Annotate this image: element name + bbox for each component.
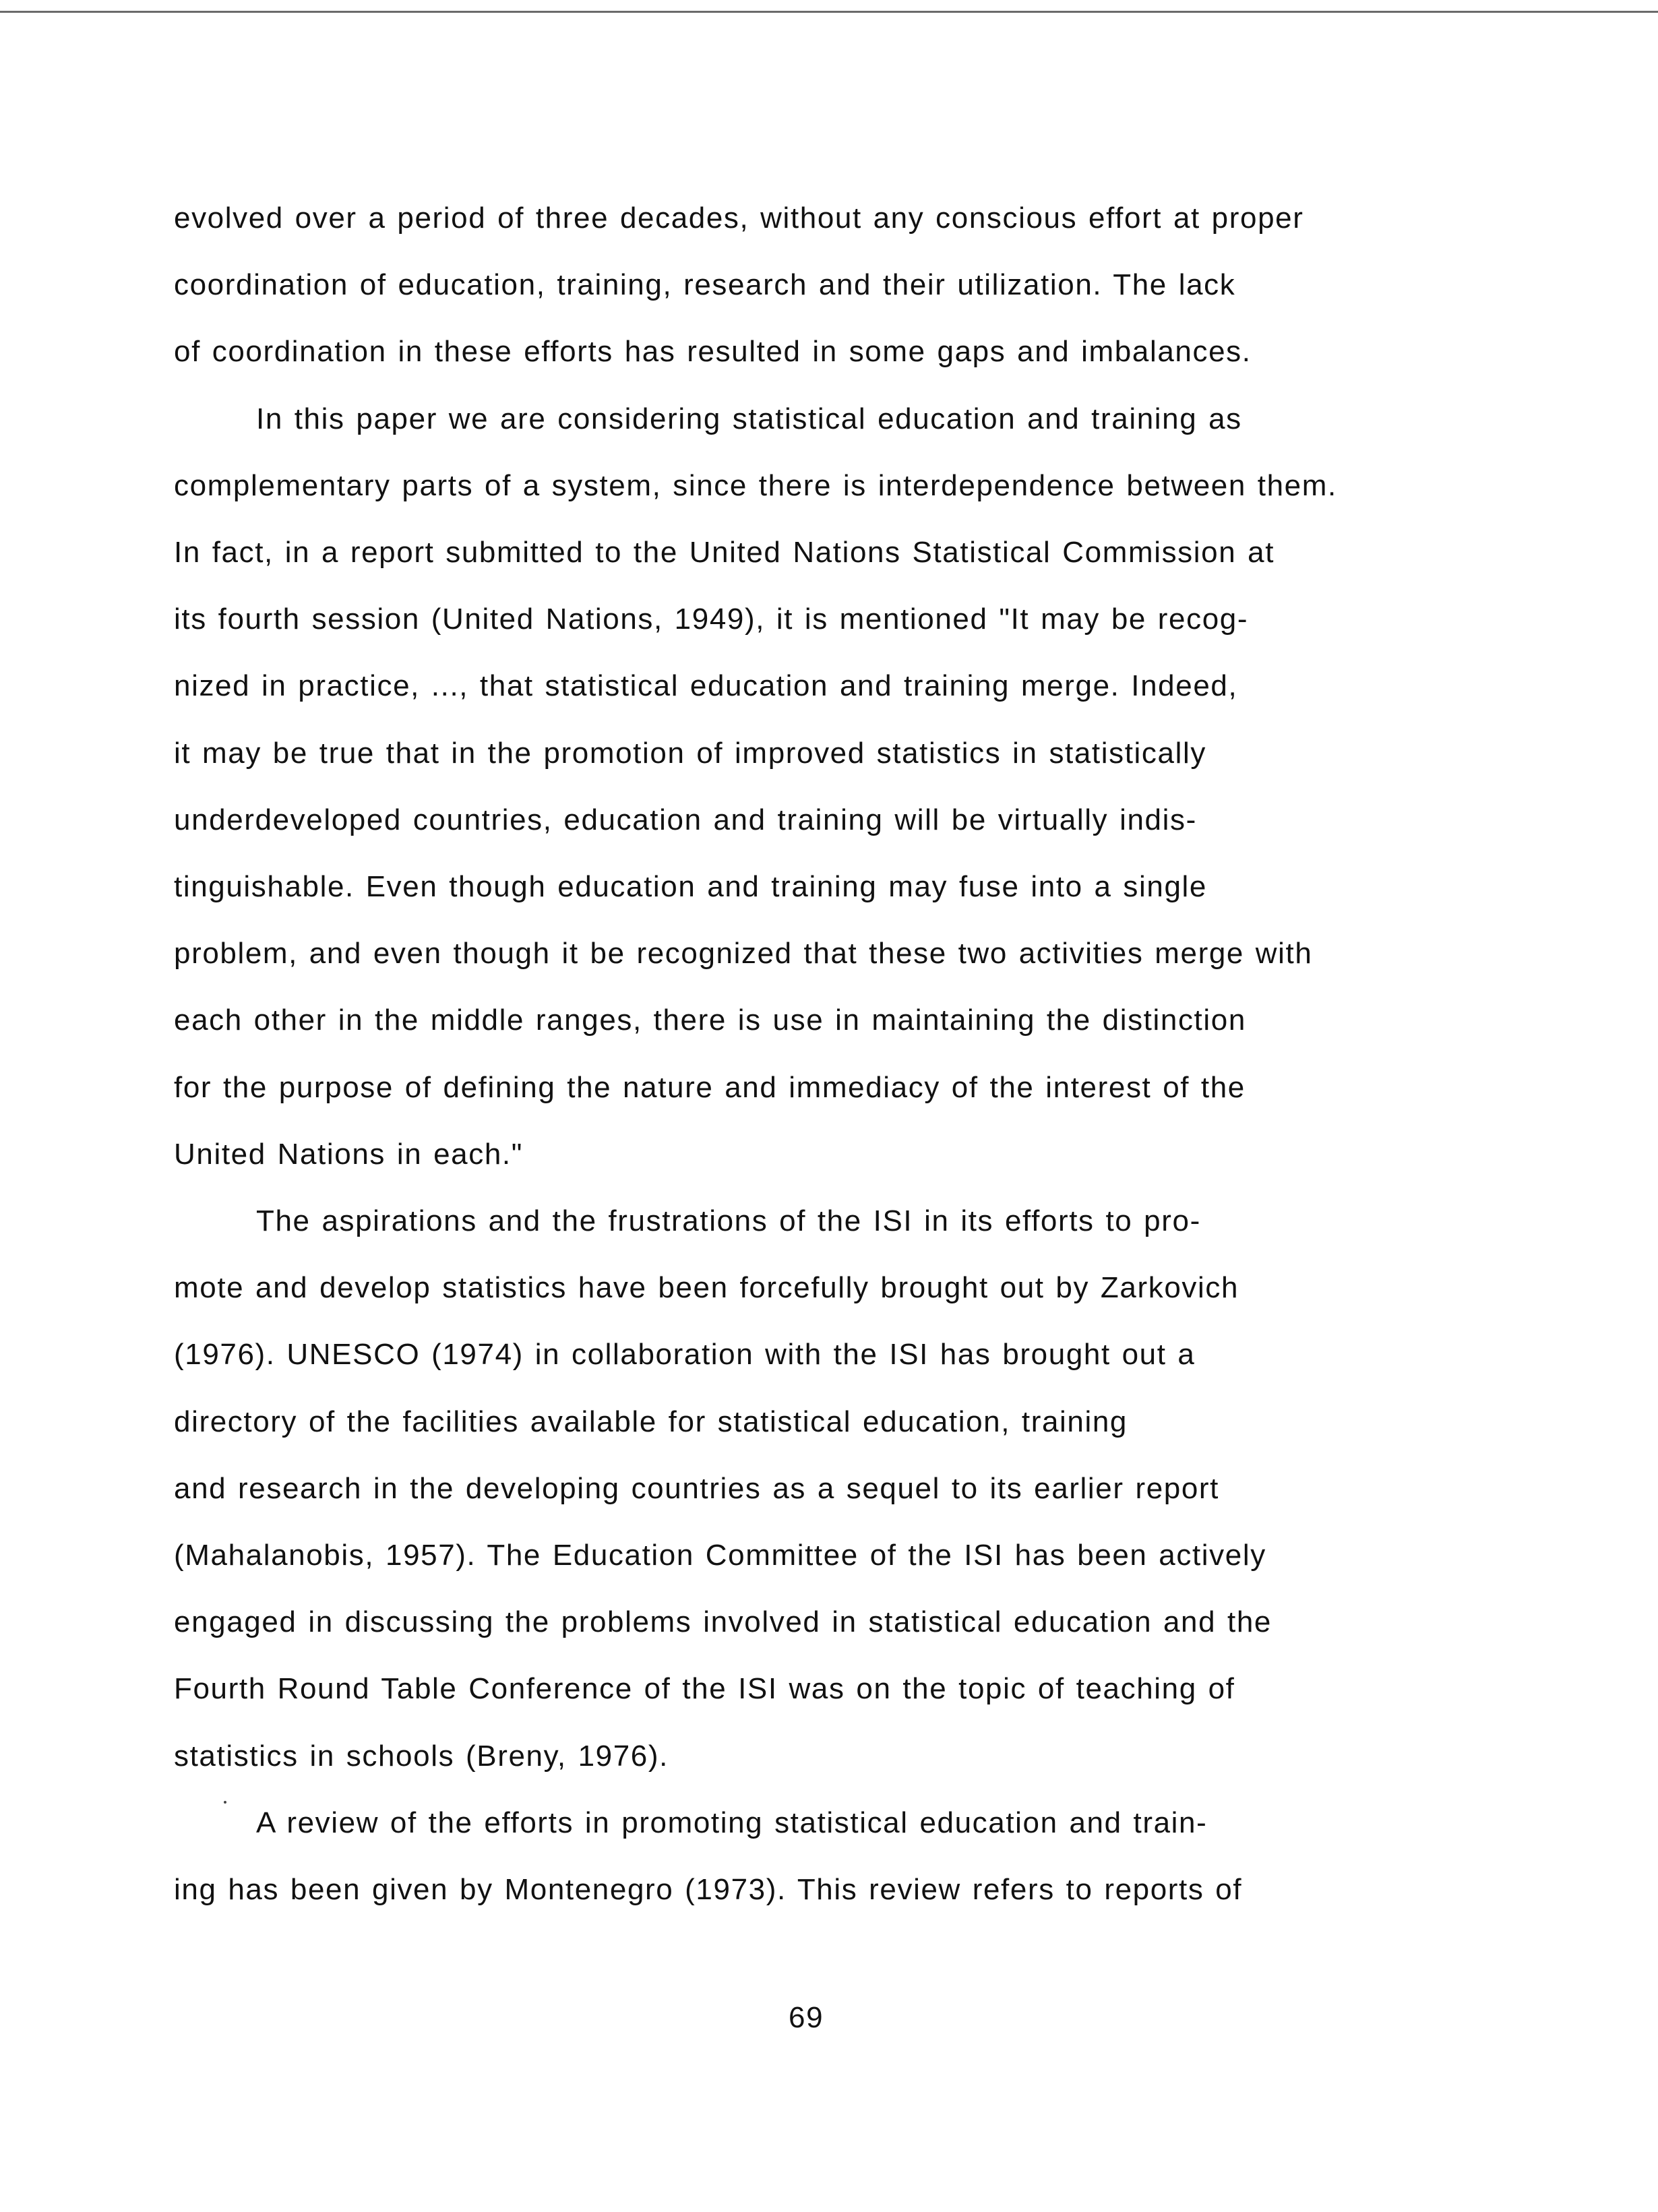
text-line-13: each other in the middle ranges, there is use in maintaining the distinction: [174, 1004, 1246, 1037]
scan-speck: [224, 1801, 226, 1804]
text-line-19: directory of the facilities available for statistical education, training: [174, 1405, 1128, 1438]
text-line-6: In fact, in a report submitted to the United Nations Statistical Commission at: [174, 536, 1275, 569]
page-number: 69: [789, 2001, 824, 2034]
text-line-12: problem, and even though it be recognized that these two activities merge with: [174, 937, 1313, 970]
text-line-7: its fourth session (United Nations, 1949), it is mentioned "It may be recog-: [174, 603, 1249, 636]
text-line-16: The aspirations and the frustrations of the ISI in its efforts to pro-: [256, 1204, 1201, 1237]
text-line-15: United Nations in each.": [174, 1138, 523, 1171]
text-line-18: (1976). UNESCO (1974) in collaboration with the ISI has brought out a: [174, 1338, 1196, 1371]
text-line-24: statistics in schools (Breny, 1976).: [174, 1740, 669, 1773]
text-line-17: mote and develop statistics have been forcefully brought out by Zarkovich: [174, 1271, 1239, 1304]
text-line-5: complementary parts of a system, since there is interdependence between them.: [174, 469, 1337, 502]
text-line-26: ing has been given by Montenegro (1973). This review refers to reports of: [174, 1873, 1243, 1906]
text-line-9: it may be true that in the promotion of improved statistics in statistically: [174, 737, 1206, 770]
text-line-21: (Mahalanobis, 1957). The Education Committee of the ISI has been actively: [174, 1539, 1266, 1572]
text-line-1: evolved over a period of three decades, without any conscious effort at proper: [174, 202, 1304, 235]
text-line-4: In this paper we are considering statistical education and training as: [256, 402, 1242, 435]
text-line-22: engaged in discussing the problems involved in statistical education and the: [174, 1605, 1272, 1638]
text-line-3: of coordination in these efforts has resulted in some gaps and imbalances.: [174, 335, 1252, 368]
text-line-8: nized in practice, ..., that statistical education and training merge. Indeed,: [174, 669, 1238, 702]
top-border-rule: [0, 11, 1658, 13]
text-line-20: and research in the developing countries as a sequel to its earlier report: [174, 1472, 1219, 1505]
text-line-11: tinguishable. Even though education and training may fuse into a single: [174, 870, 1207, 903]
text-line-2: coordination of education, training, research and their utilization. The lack: [174, 268, 1236, 301]
text-line-23: Fourth Round Table Conference of the ISI was on the topic of teaching of: [174, 1672, 1235, 1705]
text-line-14: for the purpose of defining the nature and immediacy of the interest of the: [174, 1071, 1246, 1104]
text-line-25: A review of the efforts in promoting statistical education and train-: [256, 1806, 1208, 1839]
text-line-10: underdeveloped countries, education and training will be virtually indis-: [174, 803, 1197, 836]
